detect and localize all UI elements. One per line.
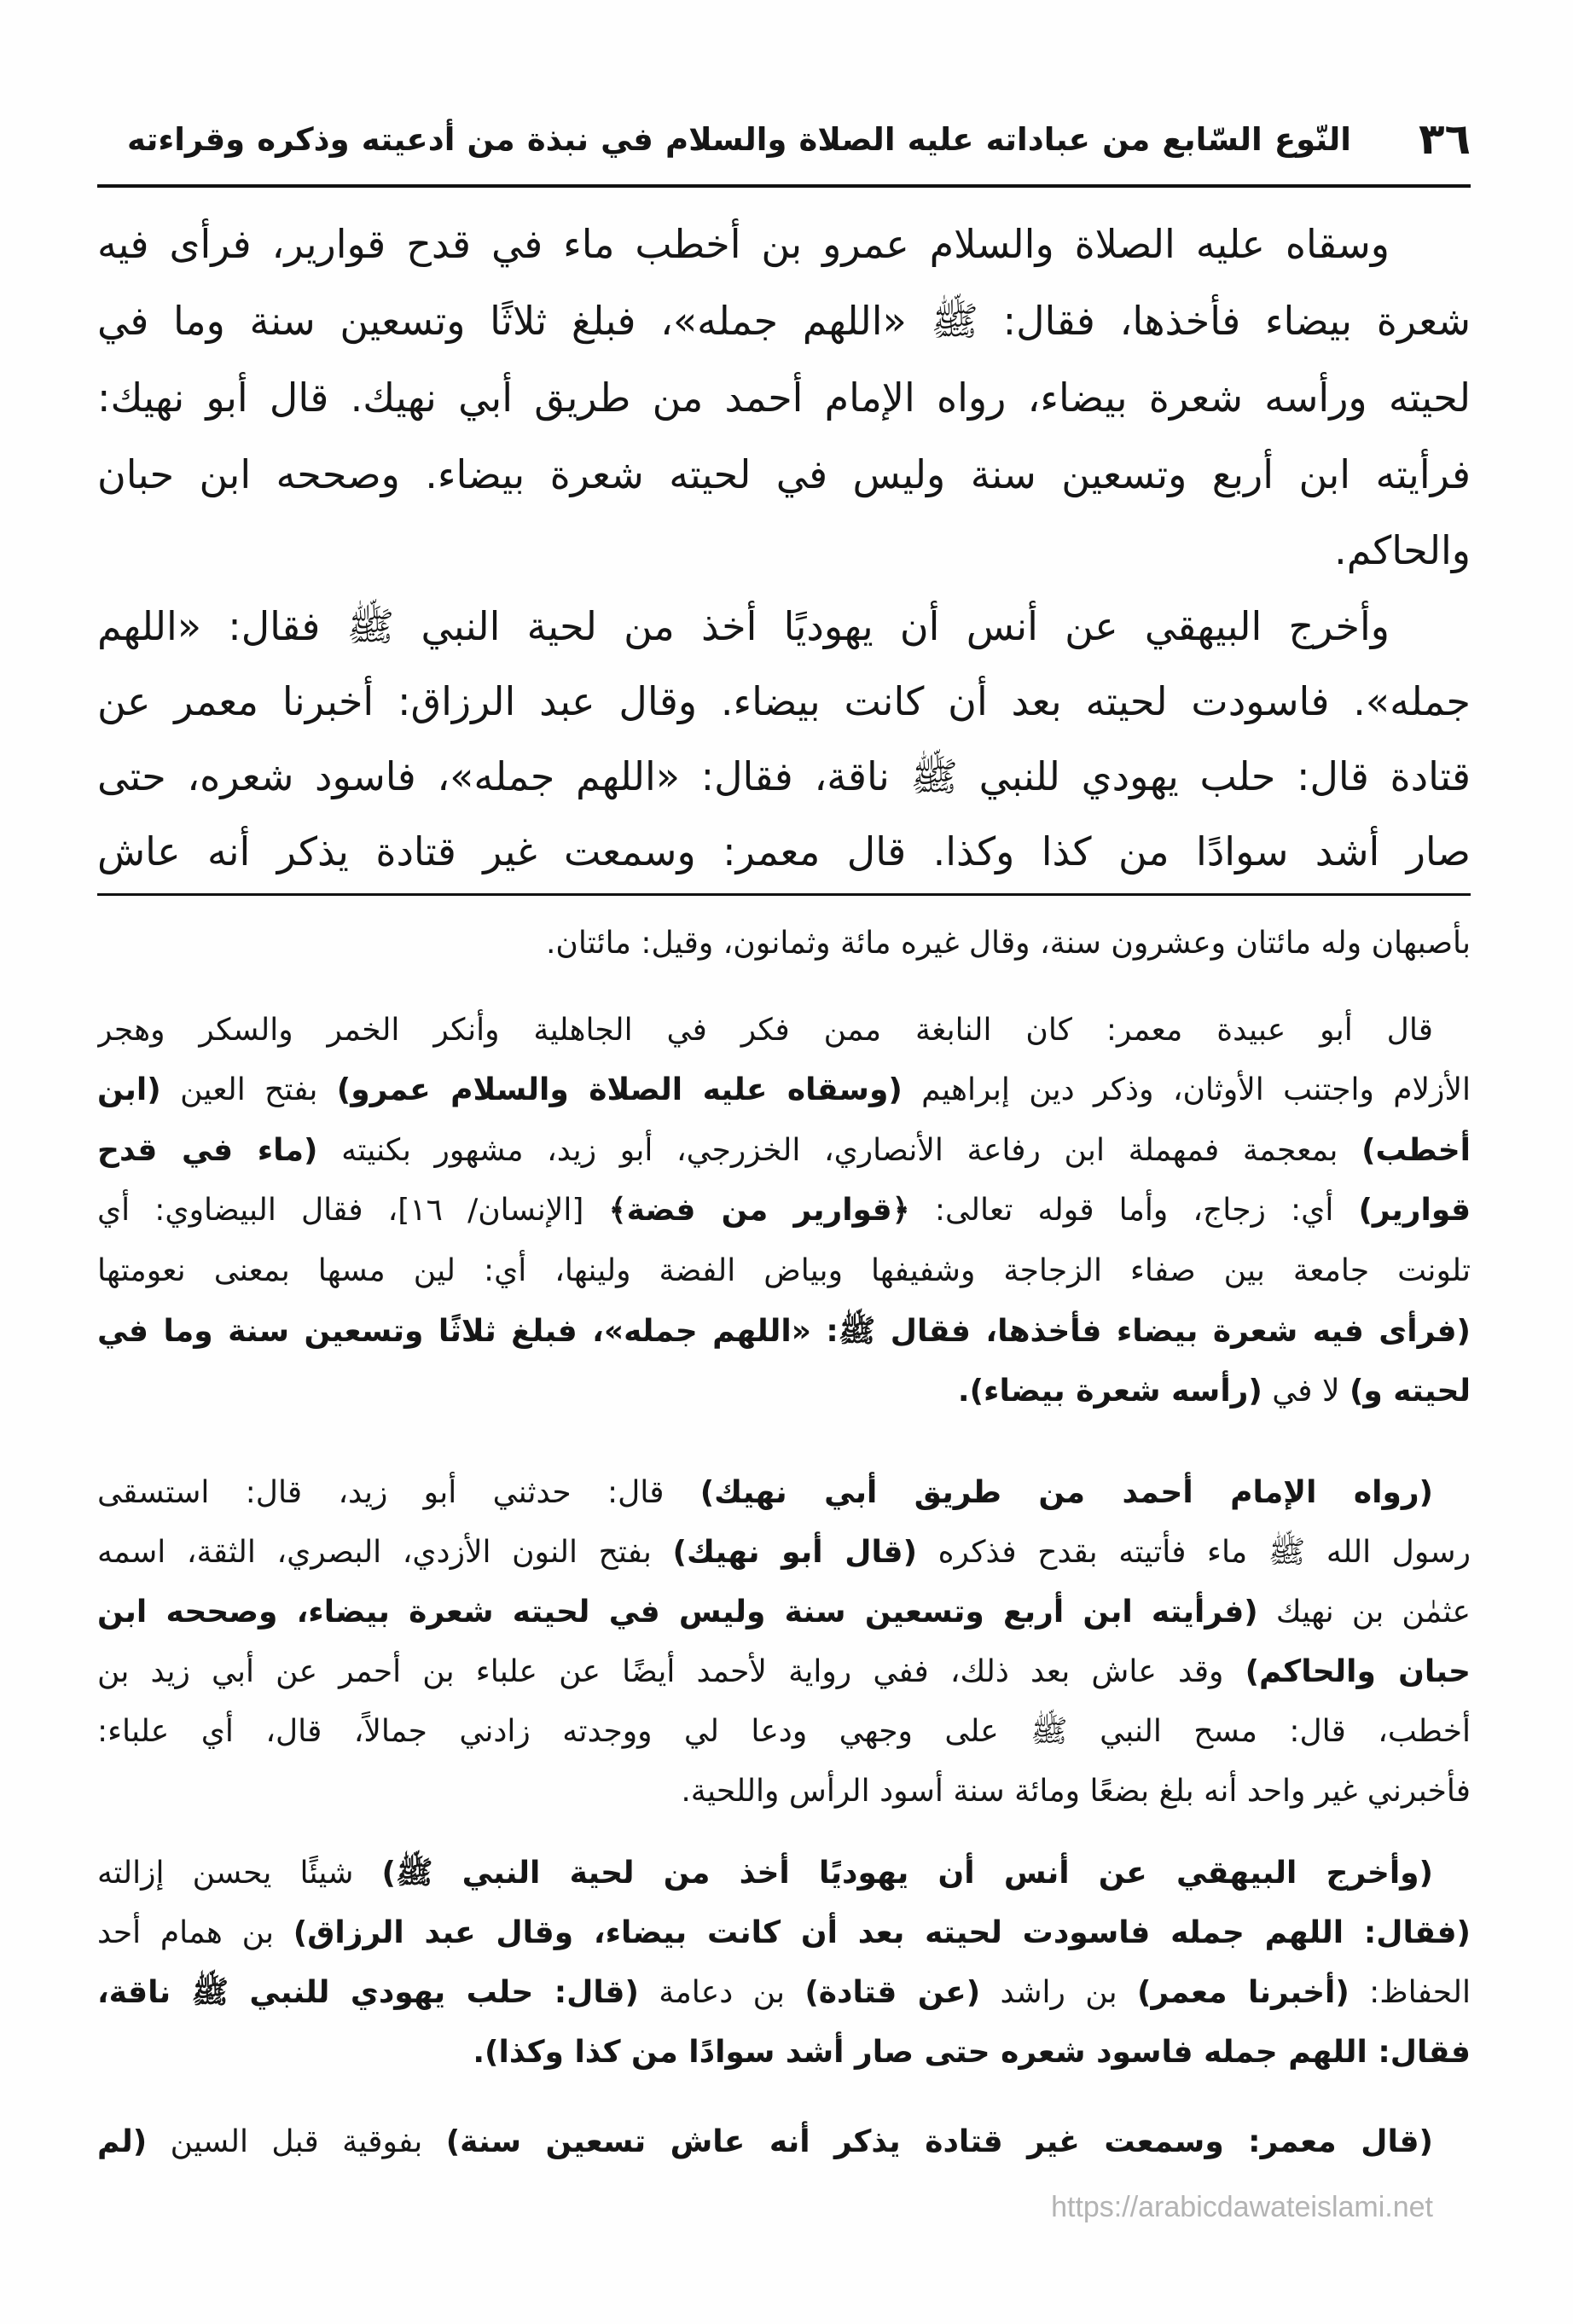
site-watermark: https://arabicdawateislami.net xyxy=(1051,2191,1433,2223)
commentary-line xyxy=(97,1706,1471,1758)
matn-quote: (وأخرج البيهقي عن أنس أن يهوديًا أخذ من لحية النبي ﷺ) xyxy=(381,1856,1433,1891)
commentary-line xyxy=(97,1647,1471,1698)
matn-quote: قوارير) xyxy=(1358,1193,1471,1228)
commentary-text: شيئًا يحسن إزالته xyxy=(97,1856,382,1891)
commentary-line xyxy=(97,1246,1471,1297)
commentary-text: بفتح العين xyxy=(160,1072,337,1107)
commentary-text: بمعجمة فمهملة ابن رفاعة الأنصاري، الخزرجي، أبو زيد، مشهور بكنيته xyxy=(317,1133,1362,1168)
matn-quote: أخطب) xyxy=(1361,1133,1471,1168)
quran-quote: ﴿قوارير من فضة﴾ xyxy=(608,1193,910,1228)
main-text-line: شعرة بيضاء فأخذها، فقال: ﷺ «اللهم جمله»، فبلغ ثلاثًا وتسعين سنة وما في xyxy=(97,298,1471,344)
commentary-line xyxy=(97,1967,1471,2019)
commentary-text: بفوقية قبل السين xyxy=(147,2124,446,2159)
commentary-line xyxy=(97,1306,1471,1357)
commentary-text: الحفاظ: xyxy=(1349,1975,1471,2010)
commentary-line xyxy=(97,1587,1471,1638)
commentary-text: بن دعامة xyxy=(638,1975,805,2010)
matn-quote: (عن قتادة) xyxy=(804,1975,981,2010)
main-text-line: قتادة قال: حلب يهودي للنبي ﷺ ناقة، فقال: «اللهم جمله»، فاسود شعره، حتى xyxy=(97,753,1471,799)
main-text-line: وسقاه عليه الصلاة والسلام عمرو بن أخطب ماء في قدح قوارير، فرأى فيه xyxy=(97,221,1390,267)
matn-quote: حبان والحاكم) xyxy=(1245,1654,1471,1689)
commentary-text: تلونت جامعة بين صفاء الزجاجة وشفيفها وبياض الفضة ولينها، أي: لين مسها بمعنى نعومتها xyxy=(97,1253,1471,1288)
commentary-line xyxy=(97,1527,1471,1578)
commentary-text: وقد عاش بعد ذلك، ففي رواية لأحمد أيضًا عن علباء بن أحمر عن أبي زيد بن xyxy=(97,1654,1245,1689)
commentary-text: لا في xyxy=(1262,1374,1350,1409)
matn-quote: (ابن xyxy=(97,1072,161,1107)
matn-quote: فقال: اللهم جمله فاسود شعره حتى صار أشد سوادًا من كذا وكذا). xyxy=(473,2035,1471,2070)
matn-quote: (فقال: اللهم جمله فاسودت لحيته بعد أن كانت بيضاء، وقال عبد الرزاق) xyxy=(293,1915,1471,1950)
commentary-separator xyxy=(97,893,1471,896)
commentary-line xyxy=(97,1467,1471,1519)
commentary-text: فأخبرني غير واحد أنه بلغ بضعًا ومائة سنة أسود الرأس واللحية. xyxy=(681,1774,1471,1809)
matn-quote: (فرأيته ابن أربع وتسعين سنة وليس في لحيته شعرة بيضاء، وصححه ابن xyxy=(97,1595,1258,1630)
main-text-line: لحيته ورأسه شعرة بيضاء، رواه الإمام أحمد من طريق أبي نهيك. قال أبو نهيك: xyxy=(97,375,1471,421)
header-rule xyxy=(97,184,1471,188)
commentary-line xyxy=(97,1766,1471,1817)
commentary-text: بأصبهان وله مائتان وعشرون سنة، وقال غيره مائة وثمانون، وقيل: مائتان. xyxy=(545,926,1471,961)
matn-quote: (قال: حلب يهودي للنبي ﷺ ناقة، xyxy=(97,1975,639,2010)
commentary-line xyxy=(97,1908,1471,1959)
commentary-text: بن همام أحد xyxy=(97,1915,293,1950)
matn-quote: (رأسه شعرة بيضاء). xyxy=(957,1374,1262,1409)
commentary-line xyxy=(97,918,1471,969)
main-text-line: وأخرج البيهقي عن أنس أن يهوديًا أخذ من لحية النبي ﷺ فقال: «اللهم xyxy=(97,603,1390,649)
commentary-text: أخطب، قال: مسح النبي ﷺ على وجهي ودعا لي ووجدته زادني جمالاً، قال، أي علباء: xyxy=(97,1714,1471,1749)
commentary-text: أي: زجاج، وأما قوله تعالى: xyxy=(909,1193,1359,1228)
commentary-line xyxy=(97,1185,1471,1236)
matn-quote: (فرأى فيه شعرة بيضاء فأخذها، فقال ﷺ: «اللهم جمله»، فبلغ ثلاثًا وتسعين سنة وما في xyxy=(97,1314,1471,1349)
commentary-line xyxy=(97,1848,1471,1899)
commentary-line xyxy=(97,2027,1471,2078)
matn-quote: (قال معمر: وسمعت غير قتادة يذكر أنه عاش تسعين سنة) xyxy=(445,2124,1433,2159)
main-text-line: جمله». فاسودت لحيته بعد أن كانت بيضاء. وقال عبد الرزاق: أخبرنا معمر عن xyxy=(97,678,1471,724)
matn-quote: (أخبرنا معمر) xyxy=(1136,1975,1350,2010)
commentary-line xyxy=(97,1005,1471,1056)
main-text-line: فرأيته ابن أربع وتسعين سنة وليس في لحيته شعرة بيضاء. وصححه ابن حبان xyxy=(97,451,1471,497)
commentary-text: [الإنسان/ ١٦]، فقال البيضاوي: أي xyxy=(97,1193,609,1228)
commentary-line xyxy=(97,1366,1471,1417)
commentary-line xyxy=(97,2117,1471,2168)
running-header-title: النّوع السّابع من عباداته عليه الصلاة والسلام في نبذة من أدعيته وذكره وقراءته xyxy=(127,121,1351,158)
commentary-text: رسول الله ﷺ ماء فأتيته بقدح فذكره xyxy=(917,1535,1471,1570)
matn-quote: لحيته و) xyxy=(1349,1374,1471,1409)
main-text-line: والحاكم. xyxy=(1334,527,1471,573)
commentary-text: بفتح النون الأزدي، البصري، الثقة، اسمه xyxy=(97,1535,673,1570)
matn-quote: (وسقاه عليه الصلاة والسلام عمرو) xyxy=(336,1072,903,1107)
matn-quote: (رواه الإمام أحمد من طريق أبي نهيك) xyxy=(699,1475,1433,1510)
commentary-text: قال أبو عبيدة معمر: كان النابغة ممن فكر في الجاهلية وأنكر الخمر والسكر وهجر xyxy=(97,1013,1433,1048)
commentary-text: عثمٰن بن نهيك xyxy=(1257,1595,1471,1630)
main-text-line: صار أشد سوادًا من كذا وكذا. قال معمر: وسمعت غير قتادة يذكر أنه عاش xyxy=(97,828,1471,874)
page-number: ٣٦ xyxy=(1418,114,1471,164)
matn-quote: (ماء في قدح xyxy=(97,1133,318,1168)
commentary-text: بن راشد xyxy=(980,1975,1137,2010)
commentary-line xyxy=(97,1065,1471,1116)
matn-quote: (قال أبو نهيك) xyxy=(672,1535,918,1570)
commentary-text: قال: حدثني أبو زيد، قال: استسقى xyxy=(97,1475,700,1510)
commentary-text: الأزلام واجتنب الأوثان، وذكر دين إبراهيم xyxy=(902,1072,1471,1107)
commentary-line xyxy=(97,1125,1471,1177)
matn-quote: (لم xyxy=(97,2124,148,2159)
